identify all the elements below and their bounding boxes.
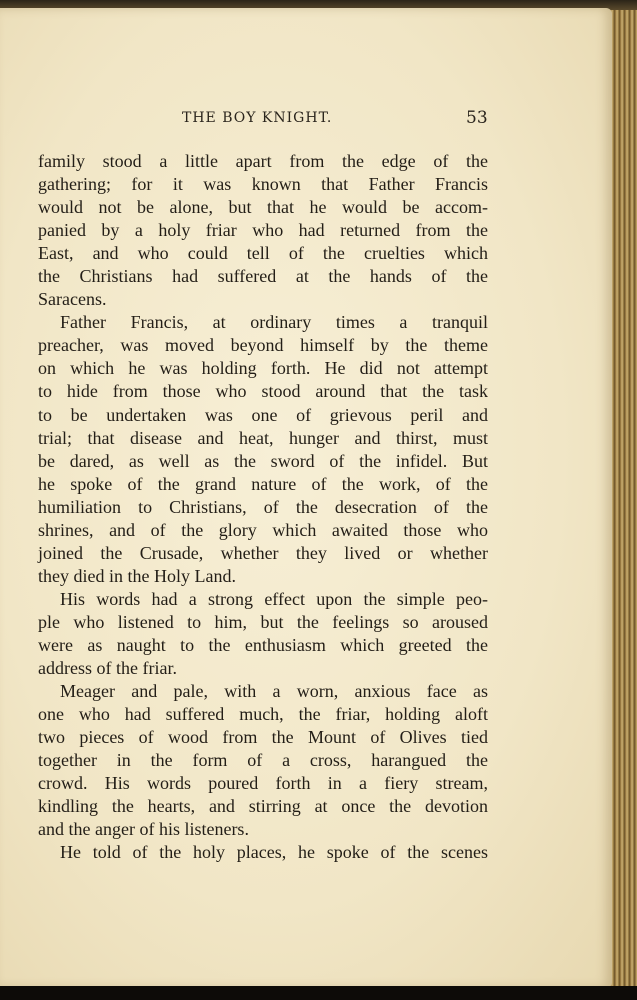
text-line: one who had suffered much, the friar, holding aloft <box>38 704 488 725</box>
paragraph-start-line: Meager and pale, with a worn, anxious face as <box>60 681 488 702</box>
text-line: were as naught to the enthusiasm which greeted the <box>38 634 488 655</box>
text-line: panied by a holy friar who had returned from the <box>38 220 488 241</box>
body-text <box>38 150 488 864</box>
text-line: on which he was holding forth. He did not attempt <box>38 358 488 379</box>
book-page <box>0 8 612 988</box>
book-bottom-edge <box>0 986 637 1000</box>
text-line: together in the form of a cross, harangued the <box>38 750 488 771</box>
book-fore-edge <box>609 10 637 988</box>
text-line: the Christians had suffered at the hands of the <box>38 266 488 287</box>
paragraph-start-line: Father Francis, at ordinary times a tranquil <box>60 312 488 333</box>
paragraph-start-line: His words had a strong effect upon the simple peo- <box>60 588 488 609</box>
text-line: preacher, was moved beyond himself by the theme <box>38 335 488 356</box>
text-line: family stood a little apart from the edge of the <box>38 151 488 171</box>
text-line: East, and who could tell of the cruelties which <box>38 243 488 264</box>
text-line: and the anger of his listeners. <box>38 819 249 840</box>
paragraph-start-line: He told of the holy places, he spoke of the scenes <box>60 842 488 863</box>
text-line: trial; that disease and heat, hunger and thirst, must <box>38 427 488 448</box>
text-line: gathering; for it was known that Father Francis <box>38 174 488 195</box>
text-line: they died in the Holy Land. <box>38 565 236 586</box>
text-line: two pieces of wood from the Mount of Olives tied <box>38 727 488 748</box>
text-line: humiliation to Christians, of the desecration of the <box>38 496 488 517</box>
running-head: THE BOY KNIGHT. <box>182 110 333 126</box>
text-line: to hide from those who stood around that the task <box>38 381 488 402</box>
text-line: would not be alone, but that he would be accom- <box>38 197 488 218</box>
page-number: 53 <box>466 108 488 128</box>
text-line: joined the Crusade, whether they lived or whether <box>38 542 488 563</box>
text-line: be dared, as well as the sword of the infidel. But <box>38 450 488 471</box>
text-line: to be undertaken was one of grievous peril and <box>38 404 488 425</box>
text-line: address of the friar. <box>38 658 177 679</box>
text-line: kindling the hearts, and stirring at once the devotion <box>38 796 488 817</box>
text-line: shrines, and of the glory which awaited those who <box>38 519 488 540</box>
text-line: he spoke of the grand nature of the work, of the <box>38 473 488 494</box>
text-line: Saracens. <box>38 289 107 310</box>
text-line: ple who listened to him, but the feelings so aroused <box>38 611 488 632</box>
text-line: crowd. His words poured forth in a fiery stream, <box>38 773 488 794</box>
